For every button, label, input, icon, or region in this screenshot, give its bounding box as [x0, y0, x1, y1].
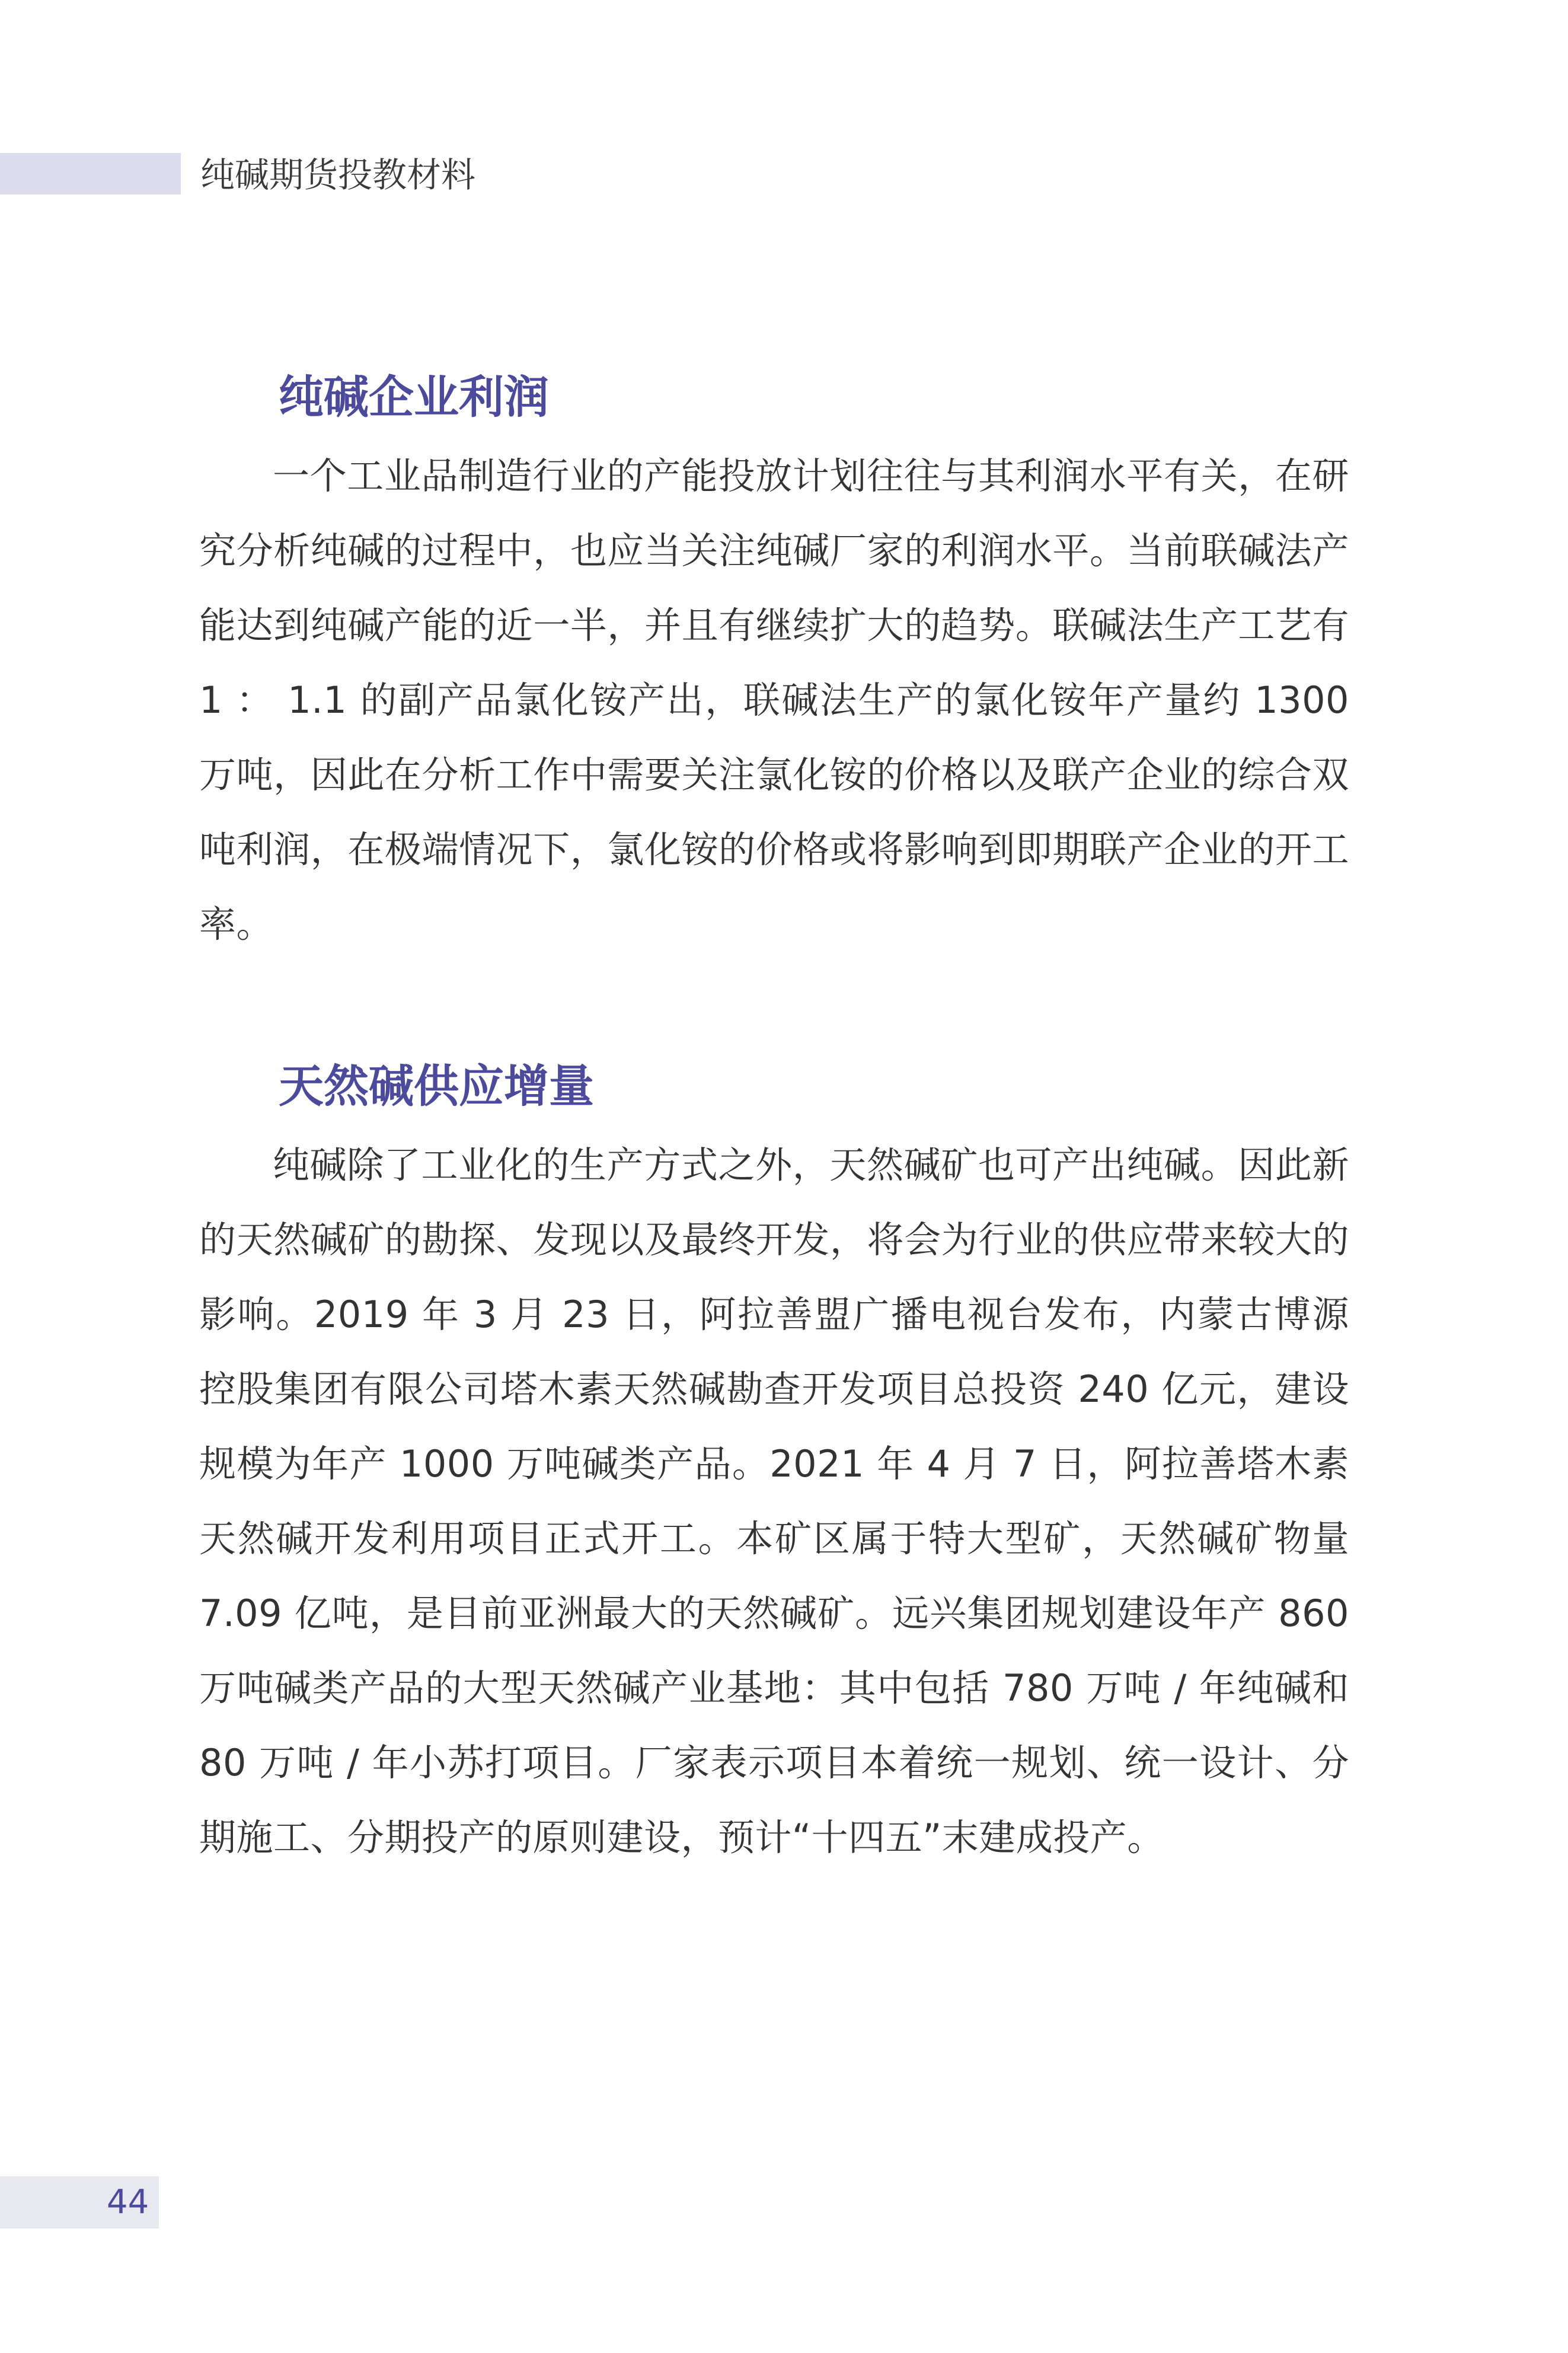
- page-number: 44: [107, 2183, 149, 2221]
- section-paragraph: 一个工业品制造行业的产能投放计划往往与其利润水平有关，在研究分析纯碱的过程中，也应当关注纯碱厂家的利润水平。当前联碱法产能达到纯碱产能的近一半，并且有继续扩大的趋势。联碱法生产工艺有 1 ： 1.1 的副产品氯化铵产出，联碱法生产的氯化铵年产量约 1300 万吨，因此在分析工作中需要关注氯化铵的价格以及联产企业的综合双吨利润，在极端情况下，氯化铵的价格或将影响到即期联产企业的开工率。: [199, 454, 1349, 946]
- section-paragraph: 纯碱除了工业化的生产方式之外，天然碱矿也可产出纯碱。因此新的天然碱矿的勘探、发现以及最终开发，将会为行业的供应带来较大的影响。2019 年 3 月 23 日，阿拉善盟广播电视台发布，内蒙古博源控股集团有限公司塔木素天然碱勘查开发项目总投资 240 亿元，建设规模为年产 1000 万吨碱类产品。2021 年 4 月 7 日，阿拉善塔木素天然碱开发利用项目正式开工。本矿区属于特大型矿，天然碱矿物量 7.09 亿吨，是目前亚洲最大的天然碱矿。远兴集团规划建设年产 860 万吨碱类产品的大型天然碱产业基地：其中包括 780 万吨 / 年纯碱和 80 万吨 / 年小苏打项目。厂家表示项目本着统一规划、统一设计、分期施工、分期投产的原则建设，预计“十四五”末建成投产。: [199, 1143, 1349, 1859]
- section-profit: [199, 356, 1349, 962]
- main-content: [199, 356, 1349, 1958]
- section-natural-soda-supply: [199, 1045, 1349, 1875]
- section-heading: 纯碱企业利润: [279, 371, 549, 423]
- section-heading: 天然碱供应增量: [279, 1060, 594, 1112]
- header-accent-bar: [0, 153, 181, 195]
- document-title: 纯碱期货投教材料: [200, 155, 476, 195]
